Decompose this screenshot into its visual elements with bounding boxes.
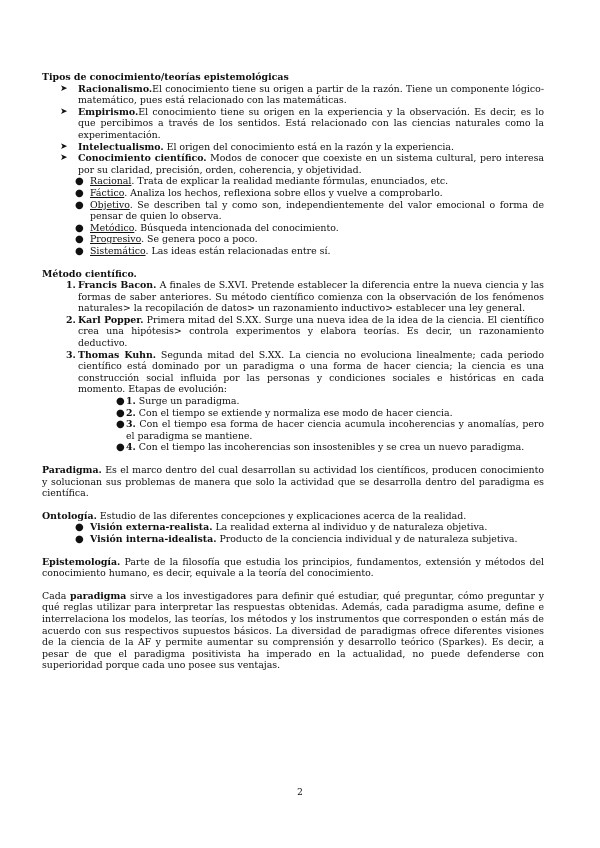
knowledge-types-list [42, 84, 544, 177]
list-item: ➤ Empirismo.El conocimiento tiene su origen en la experiencia y la observación. Es decir, es lo que percibimos a través de los sentidos. Está relacionado con las ciencias naturales como la experimentación. [60, 106, 544, 141]
document-page [42, 72, 544, 672]
page-number: 2 [297, 788, 303, 798]
list-item: ● Fáctico. Analiza los hechos, reflexiona sobre ellos y vuelve a comprobarlo. [75, 187, 443, 199]
epistemologia-paragraph: Epistemología. Parte de la filosofía que estudia los principios, fundamentos, extensión y métodos del conocimiento humano, es decir, equivale a la teoría del conocimiento. [42, 556, 544, 580]
list-item: 2. Karl Popper. Primera mitad del S.XX. Surge una nueva idea de la idea de la ciencia. El científico crea una hipótesis> controla experimentos y elabora teorías. Es decir, un razonamiento deductivo. [66, 314, 544, 350]
dot-bullet-icon: ● [75, 234, 84, 246]
arrow-bullet-icon: ➤ [60, 153, 68, 164]
dot-bullet-icon: ● [116, 442, 125, 454]
dot-bullet-icon: ● [116, 407, 125, 419]
characteristics-list [42, 176, 544, 257]
arrow-bullet-icon: ➤ [60, 106, 68, 117]
list-item: ➤ Intelectualismo. El origen del conocimiento está en la razón y la experiencia. [60, 141, 454, 153]
ontologia-paragraph: Ontología. Estudio de las diferentes concepciones y explicaciones acerca de la realidad. [42, 510, 467, 522]
arrow-bullet-icon: ➤ [60, 141, 68, 152]
list-item: 3. Thomas Kuhn. Segunda mitad del S.XX. La ciencia no evoluciona linealmente; cada periodo científico está dominado por un paradigma o una forma de hacer ciencia; la ciencia es una construcción social influida por las personas y condiciones sociales e históricas en cada momento. Etapas de evolución: ● 1. Surge un paradigma. ● 2. Con el tiempo se extiende y normaliza ese modo de hacer ciencia. ● 3. Con el tiempo esa forma de hacer ciencia acumula incoherencias y anomalías, pero el paradigma se mantiene. ● 4. Con el tiempo las incoherencias son insostenibles y se crea un nuevo paradigma. [66, 349, 544, 454]
dot-bullet-icon: ● [75, 176, 84, 188]
paradigma-closing-paragraph: Cada paradigma sirve a los investigadores para definir qué estudiar, qué preguntar, cómo preguntar y qué reglas utilizar para interpretar las respuestas obtenidas. Además, cada paradigma asume, define e interrelaciona los modelos, las teorías, los métodos y los instrumentos que corresponden o están más de acuerdo con sus respectivos supuestos básicos. La diversidad de paradigmas ofrece diferentes visiones de la ciencia de la AF y permite aumentar su comprensión y desarrollo teórico (Sparkes). Es decir, a pesar de que el paradigma positivista ha imperado en la actualidad, no puede defenderse con superioridad porque cada uno posee sus ventajas. [42, 590, 544, 672]
list-item: ● 1. Surge un paradigma. [116, 396, 240, 408]
evolution-stages-list [78, 396, 544, 454]
list-item: ● Racional. Trata de explicar la realidad mediante fórmulas, enunciados, etc. [75, 176, 449, 188]
dot-bullet-icon: ● [75, 187, 84, 199]
arrow-bullet-icon: ➤ [60, 83, 68, 94]
dot-bullet-icon: ● [75, 533, 84, 545]
dot-bullet-icon: ● [116, 396, 125, 408]
dot-bullet-icon: ● [75, 522, 84, 534]
list-item: ● Sistemático. Las ideas están relacionadas entre sí. [75, 245, 331, 257]
ontology-list [42, 522, 544, 545]
section-title-tipos: Tipos de conocimiento/teorías epistemológicas [42, 72, 289, 83]
list-item: ● Visión externa-realista. La realidad externa al individuo y de naturaleza objetiva. [75, 522, 488, 534]
dot-bullet-icon: ● [75, 222, 84, 234]
dot-bullet-icon: ● [75, 245, 84, 257]
list-item: ● Visión interna-idealista. Producto de la conciencia individual y de naturaleza subjetiva. [75, 533, 518, 545]
list-item: ● Metódico. Búsqueda intencionada del conocimiento. [75, 222, 339, 234]
list-item: ➤ Racionalismo.El conocimiento tiene su origen a partir de la razón. Tiene un componente lógico-matemático, pues está relacionado con las matemáticas. [60, 83, 544, 107]
list-item: ● Progresivo. Se genera poco a poco. [75, 234, 258, 246]
list-item: ● 4. Con el tiempo las incoherencias son insostenibles y se crea un nuevo paradigma. [116, 442, 525, 454]
dot-bullet-icon: ● [116, 419, 125, 431]
list-item: ● 2. Con el tiempo se extiende y normaliza ese modo de hacer ciencia. [116, 407, 453, 419]
list-item: ● Objetivo. Se describen tal y como son, independientemente del valor emocional o forma de pensar de quien lo observa. [75, 199, 544, 223]
dot-bullet-icon: ● [75, 199, 84, 211]
section-title-metodo: Método científico. [42, 268, 137, 280]
list-item: ● 3. Con el tiempo esa forma de hacer ciencia acumula incoherencias y anomalías, pero el paradigma se mantiene. [116, 419, 544, 442]
list-item: ➤ Conocimiento científico. Modos de conocer que coexiste en un sistema cultural, pero interesa por su claridad, precisión, orden, coherencia, y objetividad. [60, 153, 544, 176]
list-item: 1. Francis Bacon. A finales de S.XVI. Pretende establecer la diferencia entre la nueva ciencia y las formas de saber anteriores. Su método científico comienza con la observación de los fenómenos naturales> la recopilación de datos> un razonamiento inductivo> establecer una ley general. [66, 280, 544, 315]
scientific-method-list [42, 280, 544, 454]
paradigma-paragraph: Paradigma. Es el marco dentro del cual desarrollan su actividad los científicos, producen conocimiento y solucionan sus problemas de manera que solo la actividad que se desarrolla dentro del paradigma es científica. [42, 465, 544, 500]
